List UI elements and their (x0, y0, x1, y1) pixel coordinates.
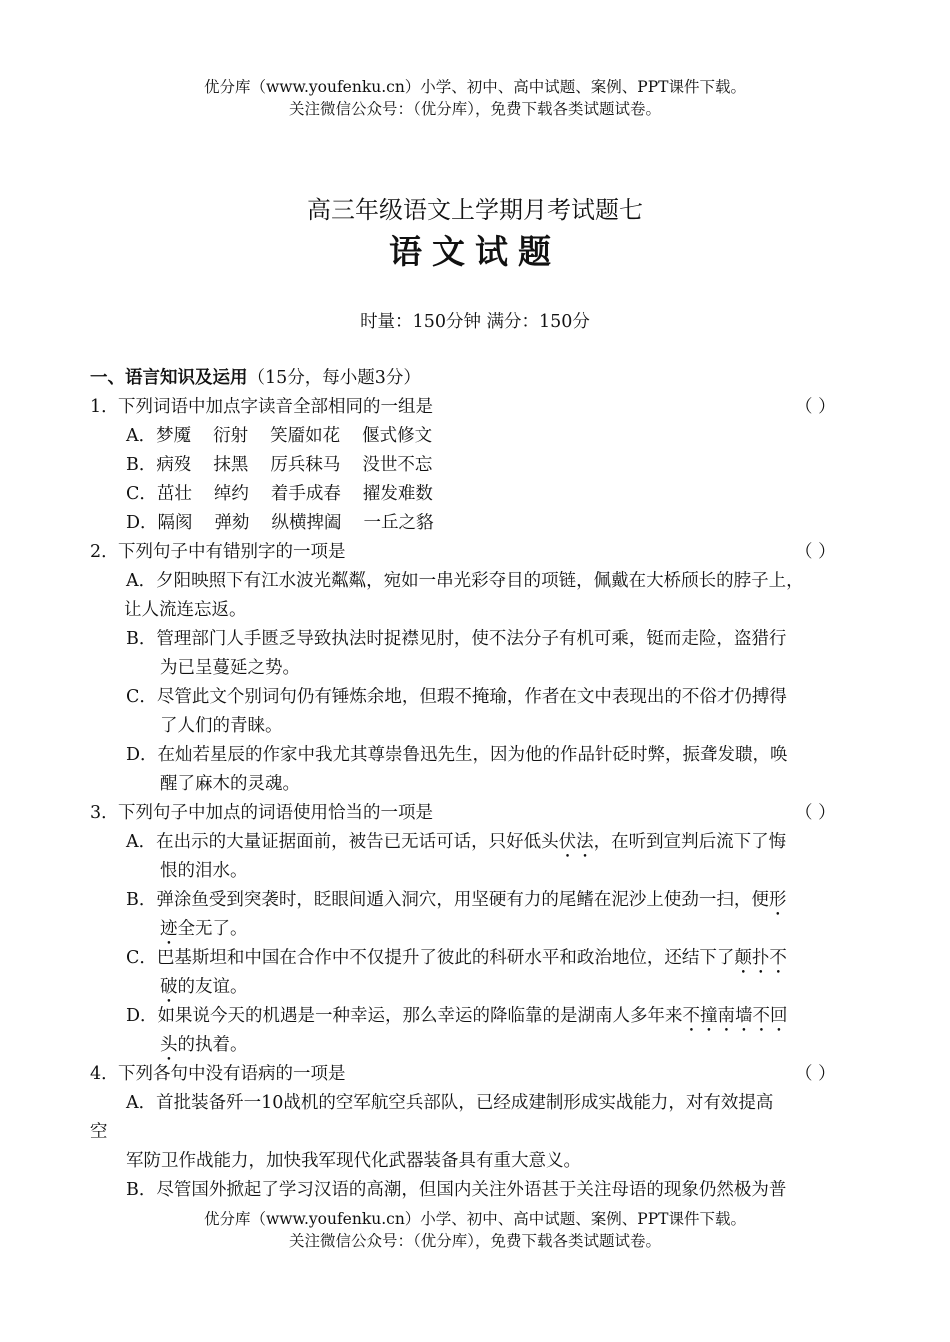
question-2-stem: 2．下列句子中有错别字的一项是 （ ） (90, 538, 870, 567)
footer-ad-line2: 关注微信公众号：（优分库），免费下载各类试题试卷。 (288, 1232, 661, 1250)
question-2-option-d: D．在灿若星辰的作家中我尤其尊崇鲁迅先生，因为他的作品针砭时弊，振聋发聩，唤 (126, 745, 788, 765)
question-3-option-a: A．在出示的大量证据面前，被告已无话可话，只好低头伏法，在听到宣判后流下了悔 (126, 832, 787, 852)
question-2-option-b: B．管理部门人手匮乏导致执法时捉襟见肘，使不法分子有机可乘，铤而走险，盗猎行 (126, 629, 787, 649)
question-3-option-a-cont: 恨的泪水。 (160, 861, 248, 881)
question-3-option-b: B．弹涂鱼受到突袭时，眨眼间遁入洞穴，用坚硬有力的尾鳍在泥沙上使劲一扫，便形 (126, 890, 787, 910)
dotted-term: 形 (768, 890, 787, 910)
footer-ad (0, 1208, 950, 1252)
dotted-term: 颠扑不 (734, 948, 787, 968)
exam-meta: 时量：150分钟 满分：150分 (360, 312, 590, 332)
exam-content (90, 364, 870, 1205)
section-heading (90, 364, 870, 393)
question-2-option-b-cont: 为已呈蔓延之势。 (160, 658, 300, 678)
footer-ad-line1: 优分库（www.youfenku.cn）小学、初中、高中试题、案例、PPT课件下载。 (203, 1210, 747, 1228)
question-3-option-d-cont: 头的执着。 (160, 1035, 248, 1055)
answer-bracket: （ ） (795, 397, 836, 417)
header-ad-line2: 关注微信公众号：（优分库），免费下载各类试题试卷。 (288, 100, 661, 118)
question-2-option-a-cont: 让人流连忘返。 (124, 600, 247, 620)
question-1-option-d: D．隔阂 弹劾 纵横捭阖 一丘之貉 (126, 513, 434, 533)
exam-subtitle: 高三年级语文上学期月考试题七 (307, 196, 643, 224)
question-2-option-a: A．夕阳映照下有江水波光粼粼，宛如一串光彩夺目的项链，佩戴在大桥颀长的脖子上， (126, 571, 804, 591)
question-2-option-c-cont: 了人们的青睐。 (160, 716, 283, 736)
dotted-term: 不撞南墙不回 (682, 1006, 788, 1026)
header-ad (0, 76, 950, 120)
question-4-option-a-cont: 军防卫作战能力，加快我军现代化武器装备具有重大意义。 (126, 1151, 581, 1171)
question-3-option-c: C．巴基斯坦和中国在合作中不仅提升了彼此的科研水平和政治地位，还结下了颠扑不 (126, 948, 787, 968)
exam-title: 语文试题 (389, 232, 561, 271)
question-1-option-b: B．病歿 抹黑 厉兵秣马 没世不忘 (126, 455, 433, 475)
question-3-option-c-cont: 破的友谊。 (160, 977, 248, 997)
question-3-stem: 3．下列句子中加点的词语使用恰当的一项是 （ ） (90, 799, 870, 828)
question-1-stem: 1．下列词语中加点字读音全部相同的一组是 （ ） (90, 393, 870, 422)
question-4-stem: 4．下列各句中没有语病的一项是 （ ） (90, 1060, 870, 1089)
answer-bracket: （ ） (795, 542, 836, 562)
section-heading-bold: 一、语言知识及运用 (90, 368, 248, 388)
question-2-option-d-cont: 醒了麻木的灵魂。 (160, 774, 300, 794)
question-4-option-a: A．首批装备歼一10战机的空军航空兵部队，已经成建制形成实战能力，对有效提高 (126, 1093, 774, 1113)
question-1-option-c: C．茁壮 绰约 着手成春 擢发难数 (126, 484, 433, 504)
question-2-option-c: C．尽管此文个别词句仍有锤炼余地，但瑕不掩瑜，作者在文中表现出的不俗才仍搏得 (126, 687, 787, 707)
section-heading-score: （15分，每小题3分） (247, 368, 421, 388)
question-4-option-b: B．尽管国外掀起了学习汉语的高潮，但国内关注外语甚于关注母语的现象仍然极为普 (126, 1180, 787, 1200)
question-1-option-a: A．梦魇 衍射 笑靥如花 偃式修文 (126, 426, 433, 446)
question-3-option-b-cont: 迹全无了。 (160, 919, 248, 939)
answer-bracket: （ ） (795, 803, 836, 823)
dotted-term: 伏法 (558, 832, 594, 852)
question-3-option-d: D．如果说今天的机遇是一种幸运，那么幸运的降临靠的是湖南人多年来不撞南墙不回 (126, 1006, 788, 1026)
question-4-option-a-wrap: 空 (90, 1122, 108, 1142)
answer-bracket: （ ） (795, 1064, 836, 1084)
header-ad-line1: 优分库（www.youfenku.cn）小学、初中、高中试题、案例、PPT课件下载。 (203, 78, 747, 96)
